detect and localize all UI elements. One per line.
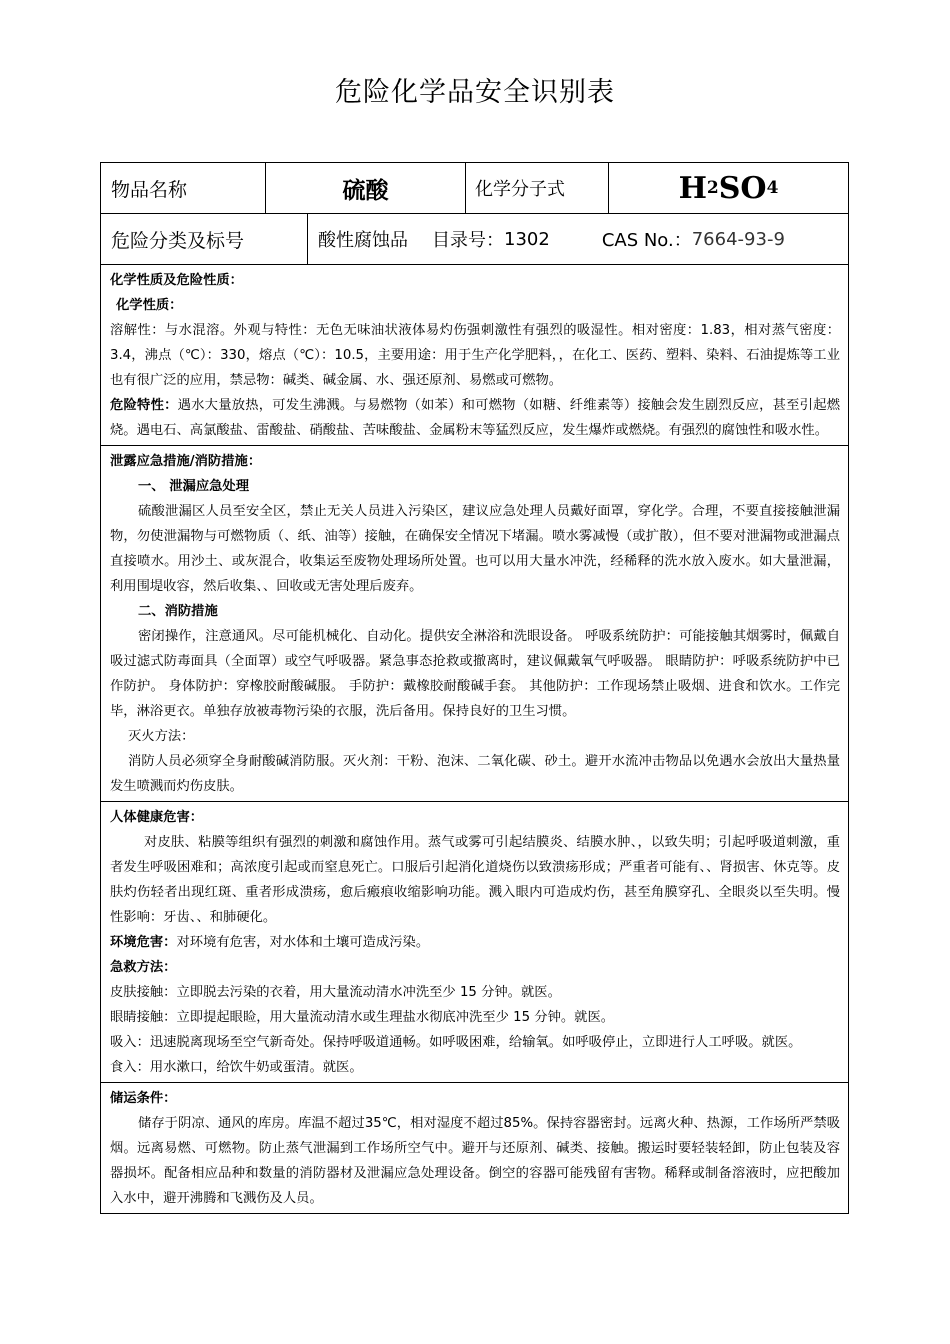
leak-heading: 一、 泄漏应急处理	[138, 479, 250, 494]
cas-number: 7664-93-9	[691, 228, 785, 250]
first-aid-ingestion: 食入：用水漱口，给饮牛奶或蛋清。就医。	[110, 1060, 363, 1075]
emergency-heading: 泄露应急措施/消防措施：	[110, 454, 262, 469]
chemical-subheading: 化学性质：	[116, 298, 183, 313]
cas-label: CAS No.：	[601, 230, 692, 251]
leak-text: 硫酸泄漏区人员至安全区，禁止无关人员进入污染区，建议应急处理人员戴好面罩，穿化学。合理，不要直接接触泄漏物，勿使泄漏物与可燃物质（、纸、油等）接触，在确保安全情况下堵漏。喷水雾减慢（或扩散），但不要对泄漏物或泄漏点直接喷水。用沙土、或灰混合，收集运至废物处理场所处置。也可以用大量水冲洗，经稀释的洗水放入废水。如大量泄漏，利用围堤收容，然后收集、、回收或无害处理后废弃。	[110, 504, 840, 594]
storage-text: 储存于阴凉、通风的库房。库温不超过35℃，相对湿度不超过85%。保持容器密封。远离火种、热源，工作场所严禁吸烟。远离易燃、可燃物。防止蒸气泄漏到工作场所空气中。避开与还原剂、碱类、接触。搬运时要轻装轻卸，防止包装及容器损坏。配备相应品种和数量的消防器材及泄漏应急处理设备。倒空的容器可能残留有害物。稀释或制备溶液时，应把酸加入水中，避开沸腾和飞溅伤及人员。	[110, 1116, 840, 1206]
emergency-section	[101, 446, 848, 802]
first-aid-eye: 眼睛接触：立即提起眼睑，用大量流动清水或生理盐水彻底冲洗至少 15 分钟。就医。	[110, 1010, 615, 1025]
formula-h-subscript: 2	[706, 178, 719, 198]
extinguish-label: 灭火方法：	[128, 729, 195, 744]
health-heading: 人体健康危害：	[110, 810, 204, 825]
safety-table	[100, 162, 849, 1214]
first-aid-heading: 急救方法：	[110, 960, 177, 975]
first-aid-skin: 皮肤接触：立即脱去污染的衣着，用大量流动清水冲洗至少 15 分钟。就医。	[110, 985, 561, 1000]
catalog-number: 1302	[504, 228, 550, 250]
hazard-paragraph	[110, 393, 840, 443]
chemical-properties-section	[101, 265, 848, 446]
chemical-properties-text: 溶解性：与水混溶。外观与特性：无色无味油状液体易灼伤强刺激性有强烈的吸湿性。相对密度：1.83，相对蒸气密度：3.4，沸点（℃）：330，熔点（℃）：10.5，主要用途：用于生产化学肥料，，在化工、医药、塑料、染料、石油提炼等工业也有很广泛的应用，禁忌物：碱类、碱金属、水、强还原剂、易燃或可燃物。	[110, 323, 840, 388]
environment-paragraph	[110, 930, 840, 955]
hazard-category: 酸性腐蚀品	[318, 230, 408, 251]
identity-row	[101, 163, 848, 214]
product-name-label: 物品名称	[101, 163, 266, 213]
classification-label: 危险分类及标号	[101, 214, 308, 264]
formula-so: SO	[718, 170, 767, 206]
product-name-value: 硫酸	[266, 163, 466, 213]
first-aid-inhalation: 吸入：迅速脱离现场至空气新奇处。保持呼吸道通畅。如呼吸困难，给输氧。如呼吸停止，立即进行人工呼吸。就医。	[110, 1035, 802, 1050]
storage-section	[101, 1083, 848, 1213]
extinguish-text: 消防人员必须穿全身耐酸碱消防服。灭火剂：干粉、泡沫、二氧化碳、砂土。避开水流冲击物品以免遇水会放出大量热量发生喷溅而灼伤皮肤。	[110, 754, 840, 794]
formula-h: H	[678, 170, 707, 206]
classification-row	[101, 214, 848, 265]
chemical-section-heading: 化学性质及危险性质：	[110, 273, 243, 288]
fire-heading: 二、消防措施	[138, 604, 218, 619]
fire-text: 密闭操作，注意通风。尽可能机械化、自动化。提供安全淋浴和洗眼设备。 呼吸系统防护：可能接触其烟雾时，佩戴自吸过滤式防毒面具（全面罩）或空气呼吸器。紧急事态抢救或撤离时，建议佩戴氧气呼吸器。 眼睛防护：呼吸系统防护中已作防护。 身体防护：穿橡胶耐酸碱服。 手防护：戴橡胶耐酸碱手套。 其他防护：工作现场禁止吸烟、进食和饮水。工作完毕，淋浴更衣。单独存放被毒物污染的衣服，洗后备用。保持良好的卫生习惯。	[110, 629, 840, 719]
environment-label: 环境危害：	[110, 935, 177, 950]
health-section	[101, 802, 848, 1083]
formula-o-subscript: 4	[766, 178, 779, 198]
hazard-label: 危险特性：	[110, 398, 178, 413]
catalog-label: 目录号：	[432, 230, 504, 251]
page-title: 危险化学品安全识别表	[335, 77, 615, 108]
environment-text: 对环境有危害，对水体和土壤可造成污染。	[176, 935, 430, 950]
storage-heading: 储运条件：	[110, 1091, 177, 1106]
chemical-formula	[609, 163, 848, 213]
formula-label: 化学分子式	[466, 163, 609, 213]
classification-details	[308, 214, 848, 264]
health-text: 对皮肤、粘膜等组织有强烈的刺激和腐蚀作用。蒸气或雾可引起结膜炎、结膜水肿、，以致失明；引起呼吸道刺激，重者发生呼吸困难和；高浓度引起或而窒息死亡。口服后引起消化道烧伤以致溃疡形成；严重者可能有、、肾损害、休克等。皮肤灼伤轻者出现红斑、重者形成溃疡，愈后瘢痕收缩影响功能。溅入眼内可造成灼伤，甚至角膜穿孔、全眼炎以至失明。慢性影响：牙齿、、和肺硬化。	[110, 835, 840, 925]
hazard-text: 遇水大量放热，可发生沸溅。与易燃物（如苯）和可燃物（如糖、纤维素等）接触会发生剧烈反应，甚至引起燃烧。遇电石、高氯酸盐、雷酸盐、硝酸盐、苦味酸盐、金属粉末等猛烈反应，发生爆炸或燃烧。有强烈的腐蚀性和吸水性。	[110, 398, 841, 438]
